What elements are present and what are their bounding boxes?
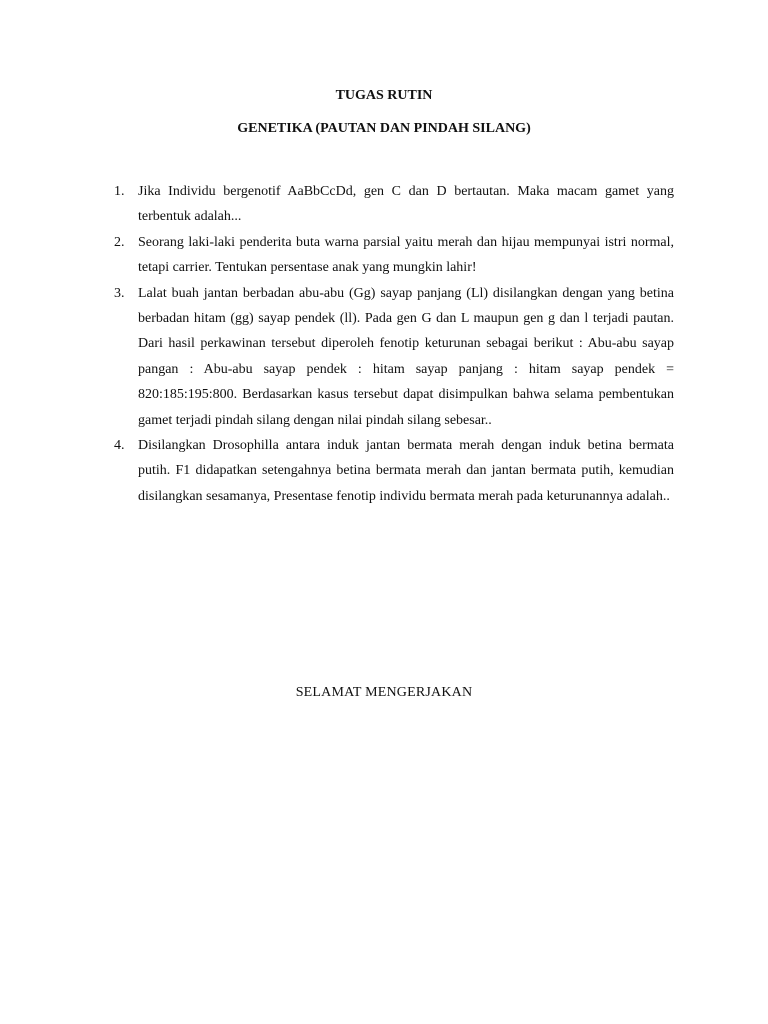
document-subtitle: GENETIKA (PAUTAN DAN PINDAH SILANG) (237, 121, 531, 136)
question-list (0, 179, 768, 509)
question-number: 2. (114, 234, 125, 250)
document-title: TUGAS RUTIN (335, 88, 433, 103)
question-number: 1. (114, 184, 125, 199)
question-number: 3. (114, 285, 125, 301)
question-text: Lalat buah jantan berbadan abu-abu (Gg) sayap panjang (Ll) disilangkan dengan yang betina berbadan hitam (gg) sayap pendek (ll). Pada gen G dan L maupun gen g dan l terjadi pautan. Dari hasil perkawinan tersebut diperoleh fenotip keturunan sebagai berikut : Abu-abu sayap pangan : Abu-abu sayap pendek : hitam sayap panjang : hitam sayap pendek = 820:185:195:800. Berdasarkan kasus tersebut dapat disimpulkan bahwa selama pembentukan gamet terjadi pindah silang dengan nilai pindah silang sebesar.. (138, 285, 674, 428)
question-text: Jika Individu bergenotif AaBbCcDd, gen C dan D bertautan. Maka macam gamet yang terbentuk adalah... (138, 184, 674, 225)
question-item-3 (0, 281, 674, 433)
question-text: Seorang laki-laki penderita buta warna parsial yaitu merah dan hijau mempunyai istri normal, tetapi carrier. Tentukan persentase anak yang mungkin lahir! (138, 234, 674, 276)
question-item-1 (0, 179, 674, 230)
question-item-2 (0, 230, 674, 281)
question-text: Disilangkan Drosophilla antara induk jantan bermata merah dengan induk betina bermata putih. F1 didapatkan setengahnya betina bermata merah dan jantan bermata putih, kemudian disilangkan sesamanya, Presentase fenotip individu bermata merah pada keturunannya adalah.. (138, 438, 674, 504)
closing-text: SELAMAT MENGERJAKAN (295, 685, 473, 700)
question-item-4 (0, 433, 674, 509)
question-number: 4. (114, 438, 125, 454)
